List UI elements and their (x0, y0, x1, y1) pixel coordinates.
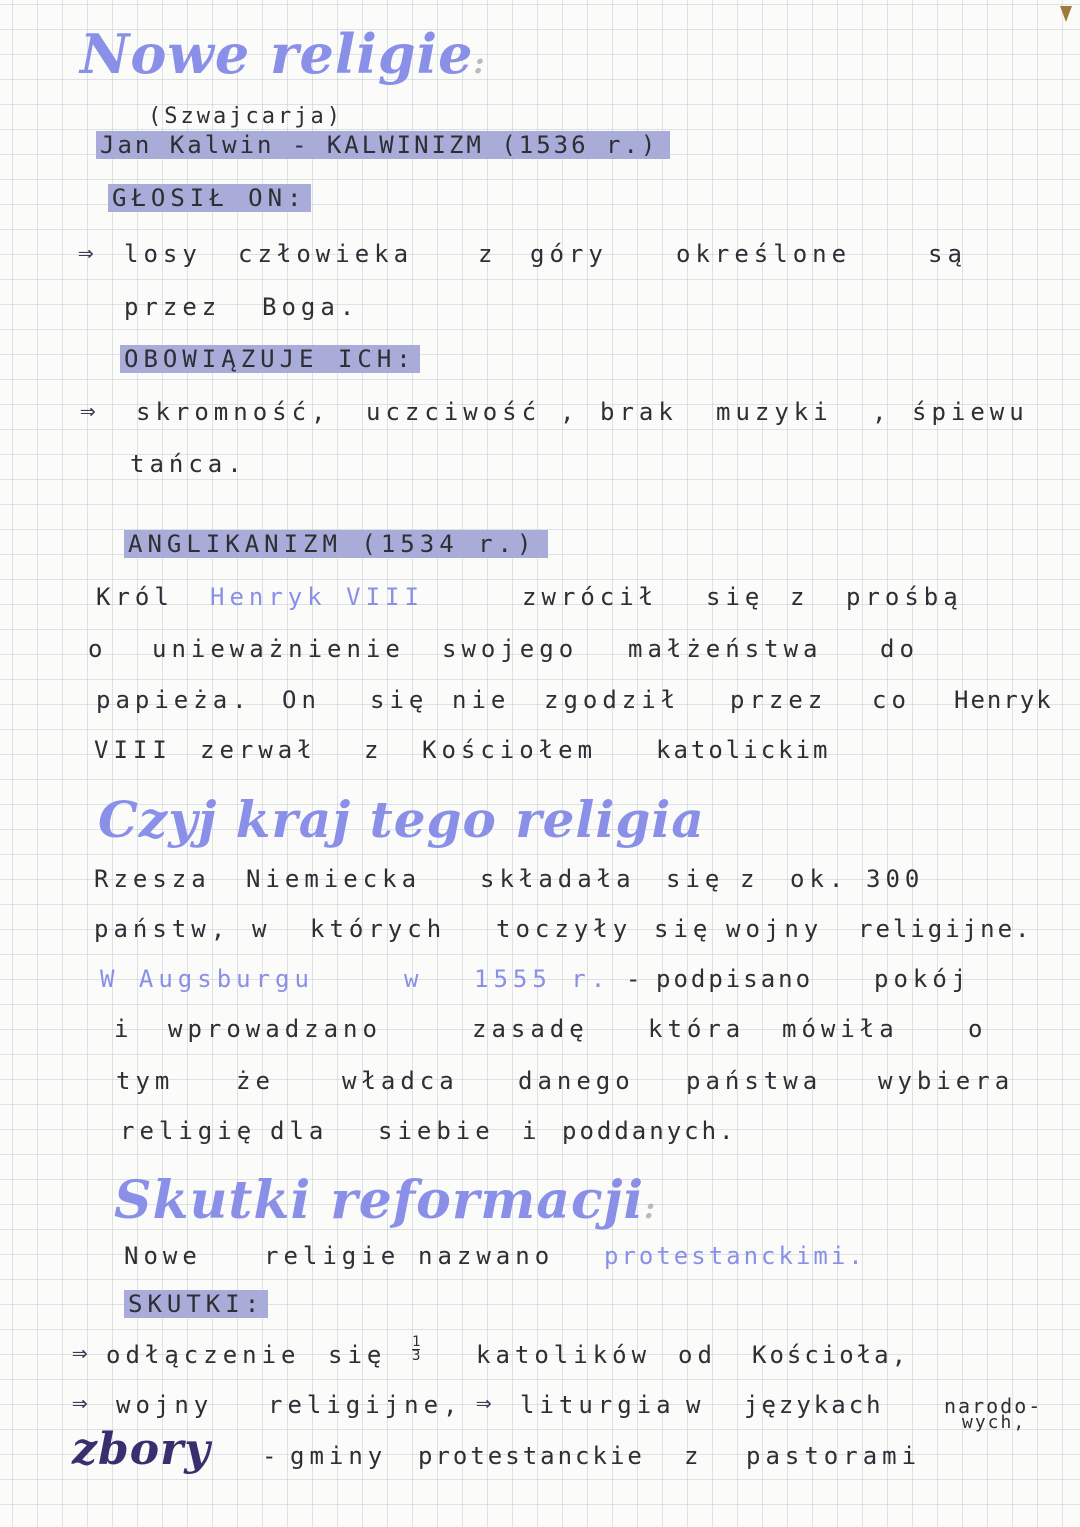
skutki-row2-w4: od (678, 1341, 717, 1369)
kalwin-line3-w6: , (872, 398, 892, 426)
kalwin-line1-w2: człowieka (238, 240, 414, 268)
skutki-title-text: Skutki reformacji (114, 1170, 645, 1231)
czyj-row1-w3: składała (480, 865, 636, 893)
czyj-row2-w2: w (252, 915, 272, 943)
zbory-word: zbory (72, 1424, 211, 1475)
skutki-row1-w2: religie (264, 1242, 401, 1270)
kalwin-line2-w2: Boga. (262, 293, 360, 321)
skutki-row2-w1: odłączenie (106, 1341, 301, 1369)
ang-row3-w7: co (872, 686, 911, 714)
skutki-row1-w3: nazwano (418, 1242, 555, 1270)
arrow-icon: ⇒ (72, 1388, 88, 1418)
ang-row4-w5: katolickim (656, 736, 831, 764)
skutki-row4-w5: pastorami (746, 1442, 922, 1470)
czyj-row6-w2: dla (270, 1117, 329, 1145)
ang-row3-w1: papieża. (96, 686, 252, 714)
title-skutki (114, 1170, 656, 1231)
czyj-row4-w2: wprowadzano (168, 1015, 382, 1043)
czyj-row4-w4: która (648, 1015, 746, 1043)
skutki-title-colon: : (644, 1191, 657, 1226)
czyj-row1-w4: się (666, 865, 725, 893)
ang-row2-w3: swojego (442, 635, 579, 663)
ang-row4-w3: z (364, 736, 384, 764)
kalwin-country: (Szwajcarja) (148, 104, 343, 129)
ang-row2-w1: o (88, 635, 108, 663)
kalwin-line3-w3: , (560, 398, 580, 426)
fraction-denominator: 3 (412, 1348, 421, 1364)
ang-row4-w1: VIII (94, 736, 172, 764)
page-corner-mark (1060, 6, 1072, 22)
fraction-one-third (412, 1336, 420, 1363)
czyj-row4-w3: zasadę (472, 1015, 589, 1043)
title-nowe-religie (80, 22, 486, 86)
kalwin-line3-w1: skromność, (136, 398, 331, 426)
skutki-row1-w4: protestanckimi. (604, 1242, 866, 1270)
czyj-row1-w7: 300 (866, 865, 925, 893)
ang-row4-w4: Kościołem (422, 736, 598, 764)
czyj-row4-w1: i (114, 1015, 134, 1043)
ang-row2-w2: unieważnienie (152, 635, 405, 663)
czyj-row2-w1: państw, (94, 915, 231, 943)
czyj-row3-w2: w (404, 965, 424, 993)
skutki-row3-w1: wojny (116, 1391, 214, 1419)
ang-row3-w8: Henryk (954, 686, 1053, 714)
fraction (412, 1336, 420, 1363)
czyj-row6-w5: poddanych. (562, 1117, 737, 1145)
ang-row2-w4: małżeństwa (628, 635, 823, 663)
title-colon: : (473, 46, 486, 81)
arrow-icon: ⇒ (80, 396, 96, 426)
fraction-numerator: 1 (412, 1334, 421, 1350)
kalwin-line2-w1: przez (124, 293, 222, 321)
skutki-row4-w4: z (684, 1442, 704, 1470)
czyj-row2-w6: wojny (726, 915, 824, 943)
czyj-row2-w4: toczyły (496, 915, 633, 943)
ang-row1-w5: z (790, 583, 810, 611)
skutki-row3-w7: wych, (962, 1412, 1027, 1433)
skutki-row2-w5: Kościoła, (752, 1341, 910, 1369)
czyj-row1-w6: ok. (790, 865, 849, 893)
ang-row4-w2: zerwał (200, 736, 317, 764)
title-czyj-kraj: Czyj kraj tego religia (98, 790, 705, 849)
czyj-row3-w4: - (626, 965, 646, 993)
czyj-row2-w5: się (654, 915, 713, 943)
czyj-row5-w2: że (236, 1067, 275, 1095)
ang-row1-w3: zwrócił (522, 583, 659, 611)
czyj-row5-w1: tym (116, 1067, 175, 1095)
arrow-icon: ⇒ (78, 238, 94, 268)
czyj-row3-w6: pokój (874, 965, 972, 993)
kalwin-line3-w2: uczciwość (366, 398, 542, 426)
czyj-row5-w3: władca (342, 1067, 459, 1095)
ang-row1-w6: prośbą (846, 583, 963, 611)
czyj-row6-w4: i (522, 1117, 542, 1145)
kalwin-line1-w4: góry (530, 240, 608, 268)
ang-row3-w5: zgodził (544, 686, 681, 714)
skutki-row3-w6: narodo- (944, 1394, 1043, 1418)
skutki-row3-w4: w (686, 1391, 706, 1419)
skutki-row4-w2: gminy (290, 1442, 388, 1470)
arrow-icon: ⇒ (72, 1338, 88, 1368)
ang-row3-w6: przez (730, 686, 828, 714)
czyj-row3-w1: W Augsburgu (100, 965, 314, 993)
skutki-row2-w2: się (328, 1341, 387, 1369)
skutki-row3-w5: językach (744, 1391, 884, 1419)
obowiazuje-label: OBOWIĄZUJE ICH: (120, 345, 420, 373)
kalwin-heading: Jan Kalwin - KALWINIZM (1536 r.) (96, 131, 670, 159)
ang-row2-w5: do (880, 635, 919, 663)
czyj-row6-w1: religię (120, 1117, 257, 1145)
glosil-label: GŁOSIŁ ON: (108, 184, 311, 212)
skutki-row3-w2: religijne, (268, 1391, 463, 1419)
skutki-row1-w1: Nowe (124, 1242, 202, 1270)
czyj-row1-w2: Niemiecka (246, 865, 422, 893)
ang-row1-w4: się (706, 583, 765, 611)
czyj-row5-w5: państwa (686, 1067, 823, 1095)
skutki-row4-w1: - (262, 1442, 282, 1470)
skutki-label: SKUTKI: (124, 1290, 268, 1318)
kalwin-line1-w5: określone (676, 240, 852, 268)
kalwin-line3-w4: brak (600, 398, 678, 426)
kalwin-line1-w6: są (928, 240, 967, 268)
czyj-row5-w4: danego (518, 1067, 635, 1095)
skutki-row2-w3: katolików (476, 1341, 652, 1369)
anglikanizm-heading: ANGLIKANIZM (1534 r.) (124, 530, 548, 558)
ang-row3-w2: On (282, 686, 321, 714)
czyj-row2-w7: religijne. (858, 915, 1033, 943)
kalwin-line3-w5: muzyki (716, 398, 833, 426)
kalwin-line1-w1: losy (124, 240, 202, 268)
title-text: Nowe religie (80, 22, 474, 86)
kalwin-line4: tańca. (130, 450, 247, 478)
arrow-icon: ⇒ (476, 1388, 492, 1418)
czyj-row6-w3: siebie (378, 1117, 495, 1145)
czyj-row5-w6: wybiera (878, 1067, 1015, 1095)
czyj-row2-w3: których (310, 915, 447, 943)
skutki-row3-w3: liturgia (520, 1391, 676, 1419)
skutki-row4-w3: protestanckie (418, 1442, 645, 1470)
ang-row3-w4: nie (452, 686, 511, 714)
czyj-row4-w5: mówiła (782, 1015, 899, 1043)
kalwin-line1-w3: z (478, 240, 498, 268)
czyj-row3-w5: podpisano (656, 965, 814, 993)
czyj-row1-w1: Rzesza (94, 865, 211, 893)
ang-row3-w3: się (370, 686, 429, 714)
ang-row1-w1: Król (96, 583, 174, 611)
kalwin-line3-w7: śpiewu (912, 398, 1029, 426)
czyj-row4-w6: o (968, 1015, 988, 1043)
czyj-row3-w3: 1555 r. (474, 965, 611, 993)
czyj-row1-w5: z (740, 865, 760, 893)
ang-row1-w2: Henryk VIII (210, 583, 424, 611)
